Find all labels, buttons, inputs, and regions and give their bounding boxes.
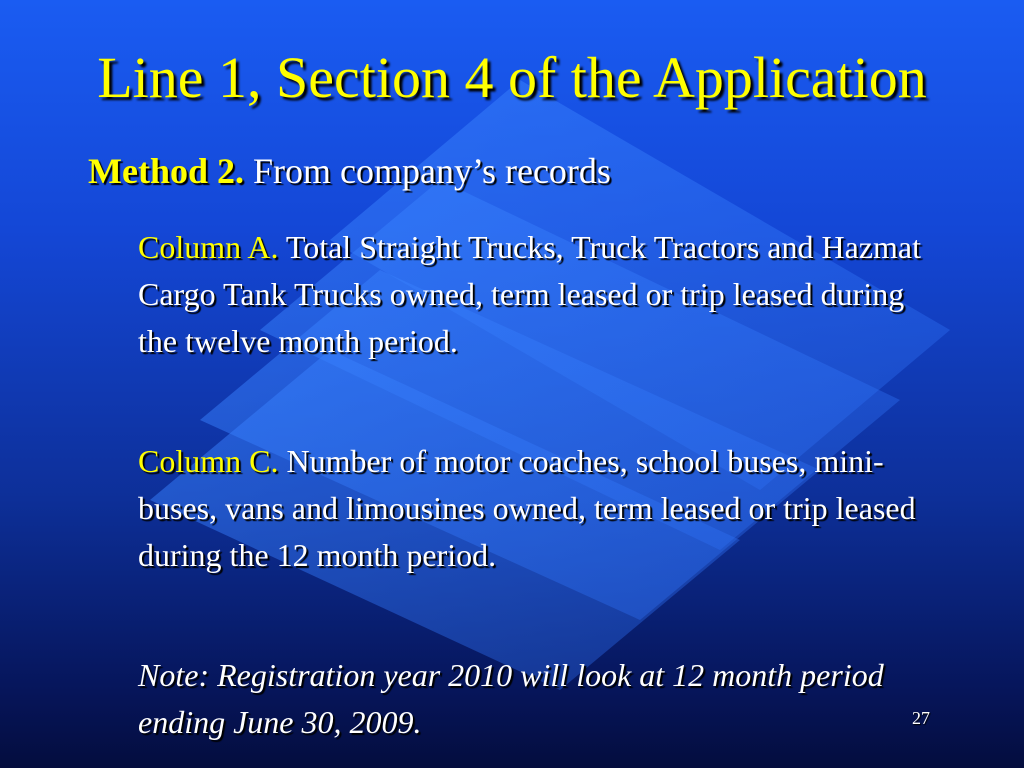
- column-a-paragraph: [138, 224, 928, 365]
- method-text: From company’s records: [253, 151, 611, 191]
- page-number: 27: [912, 708, 930, 728]
- column-c-text: Number of motor coaches, school buses, mini-buses, vans and limousines owned, term leased or trip leased during the 12 month period.: [138, 443, 916, 573]
- column-a-text: Total Straight Trucks, Truck Tractors and Hazmat Cargo Tank Trucks owned, term leased or trip leased during the twelve month period.: [138, 229, 921, 359]
- column-c-paragraph: [138, 438, 928, 579]
- method-label: Method 2.: [88, 151, 244, 191]
- column-a-label: Column A.: [138, 229, 279, 265]
- method-heading: [88, 150, 611, 193]
- note-text: Note: Registration year 2010 will look at 12 month period ending June 30, 2009.: [138, 657, 884, 740]
- column-c-label: Column C.: [138, 443, 279, 479]
- slide-title: Line 1, Section 4 of the Application: [97, 45, 927, 110]
